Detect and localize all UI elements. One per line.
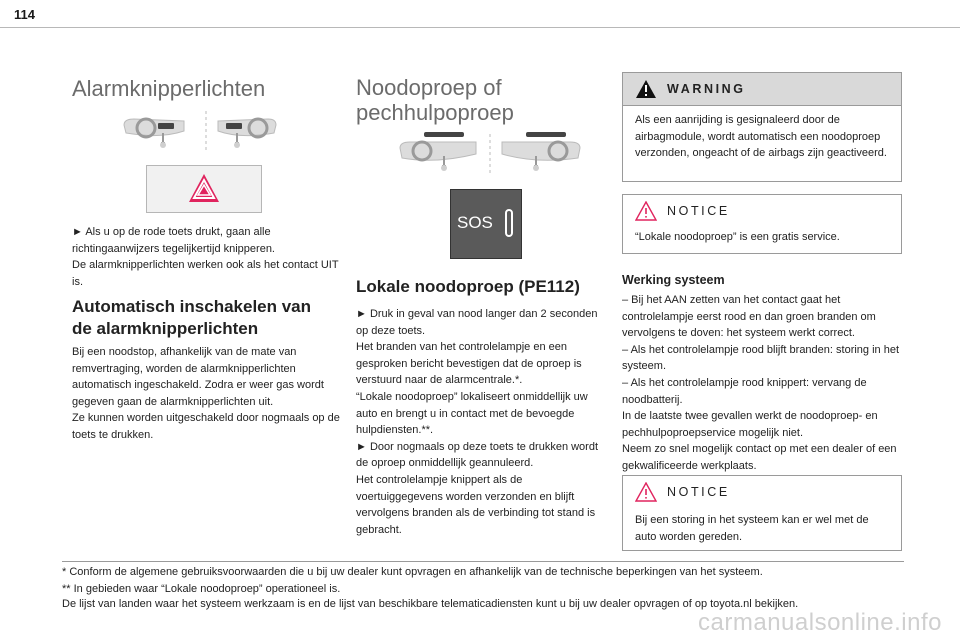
- notice-header-2: [623, 476, 901, 508]
- local-emergency-text: [356, 306, 612, 538]
- auto-hazard-paragraph: Bij een noodstop, afhankelijk van de mate van remvertraging, worden de alarmknipperlichten automatisch ingeschakeld. Zodra er weer gas wordt gegeven gaan de alarmknipperlichten uit.: [72, 346, 324, 408]
- sos-label: SOS: [457, 213, 493, 232]
- notice-label-2: NOTICE: [667, 485, 730, 499]
- page-number: 114: [14, 7, 35, 22]
- auto-hazard-paragraph-2: Ze kunnen worden uitgeschakeld door nogmaals op de toets te drukken.: [72, 412, 340, 441]
- notice-box-1: [622, 194, 902, 254]
- hazard-triangle-icon: [147, 166, 261, 212]
- warning-label: WARNING: [667, 82, 746, 96]
- hazard-button-panel: [146, 165, 262, 213]
- operation-line-3: – Als het controlelampje rood knippert: vervang de noodbatterij.: [622, 376, 867, 406]
- hazard-instructions: [72, 224, 340, 290]
- section-title-emergency: [356, 75, 616, 125]
- header-divider: [0, 27, 960, 28]
- overhead-console-location-icon: [396, 130, 584, 178]
- operation-line-5: Neem zo snel mogelijk contact op met een dealer of een gekwalificeerde werkplaats.: [622, 443, 897, 472]
- subtitle-local-emergency: Lokale noodoproep (PE112): [356, 277, 580, 296]
- operation-line-4: In de laatste twee gevallen werkt de noodoproep- en pechhulpoproepservice mogelijk niet.: [622, 410, 878, 439]
- title-line-1: Noodoproep of: [356, 75, 502, 100]
- operation-line-1: – Bij het AAN zetten van het contact gaat het controlelampje eerst rood en dan groen branden om vervolgens te doven: het systeem werkt correct.: [622, 294, 876, 340]
- sos-indicator-icon: [505, 209, 513, 237]
- subtitle-system-operation: Werking systeem: [622, 273, 725, 287]
- emergency-paragraph-3: “Lokale noodoproep” lokaliseert onmiddellijk uw auto en brengt u in contact met de bevoegde hulpdiensten.**.: [356, 390, 588, 437]
- watermark: carmanualsonline.info: [698, 609, 942, 636]
- footnote-2: ** In gebieden waar “Lokale noodoproep” operationeel is.: [62, 583, 341, 595]
- dashboard-location-icon: [120, 107, 280, 155]
- warning-triangle-icon: [635, 79, 657, 99]
- notice-text-2: Bij een storing in het systeem kan er wel met de auto worden gereden.: [635, 514, 869, 543]
- subtitle-line-1: Automatisch inschakelen van: [72, 297, 312, 316]
- section-title-hazard: Alarmknipperlichten: [72, 76, 266, 101]
- emergency-paragraph-2: Het branden van het controlelampje en een gesproken bericht bevestigen dat de oproep is verstuurd naar de alarmcentrale.*.: [356, 341, 582, 387]
- emergency-paragraph-5: Het controlelampje knippert als de voertuiggegevens worden verzonden en blijft vervolgens branden als de verbinding tot stand is gebracht.: [356, 473, 596, 536]
- hazard-instruction-text: ► Als u op de rode toets drukt, gaan alle richtingaanwijzers tegelijkertijd knipperen.: [72, 226, 275, 255]
- warning-box: [622, 72, 902, 182]
- subtitle-auto-hazard: [72, 296, 347, 340]
- emergency-paragraph-4: ► Door nogmaals op deze toets te drukken wordt de oproep onmiddellijk geannuleerd.: [356, 440, 599, 470]
- emergency-paragraph-1: ► Druk in geval van nood langer dan 2 seconden op deze toets.: [356, 308, 598, 337]
- notice-box-2: [622, 475, 902, 551]
- caution-triangle-icon: [635, 201, 657, 221]
- footnote-divider: [62, 561, 904, 562]
- notice-label-1: NOTICE: [667, 204, 730, 218]
- system-operation-text: [622, 292, 900, 475]
- title-line-2: pechhulpoproep: [356, 100, 514, 125]
- warning-header: [623, 73, 901, 106]
- operation-line-2: – Als het controlelampje rood blijft branden: storing in het systeem.: [622, 343, 899, 373]
- warning-text: Als een aanrijding is gesignaleerd door de airbagmodule, wordt automatisch een noodoproep verzonden, ongeacht of de airbags zijn geactiveerd.: [635, 114, 887, 160]
- sos-button: [450, 189, 522, 259]
- hazard-note-text: De alarmknipperlichten werken ook als het contact UIT is.: [72, 259, 339, 288]
- subtitle-line-2: de alarmknipperlichten: [72, 319, 259, 338]
- caution-triangle-icon: [635, 482, 657, 502]
- auto-hazard-text: [72, 344, 340, 444]
- notice-text-1: “Lokale noodoproep” is een gratis service.: [635, 231, 840, 243]
- footnote-3: De lijst van landen waar het systeem werkzaam is en de lijst van beschikbare telematicadiensten kunt u bij uw dealer opvragen of op toyota.nl bekijken.: [62, 598, 799, 610]
- footnote-1: * Conform de algemene gebruiksvoorwaarden die u bij uw dealer kunt opvragen en afhankelijk van de technische beperkingen van het systeem.: [62, 566, 763, 578]
- notice-header-1: [623, 195, 901, 227]
